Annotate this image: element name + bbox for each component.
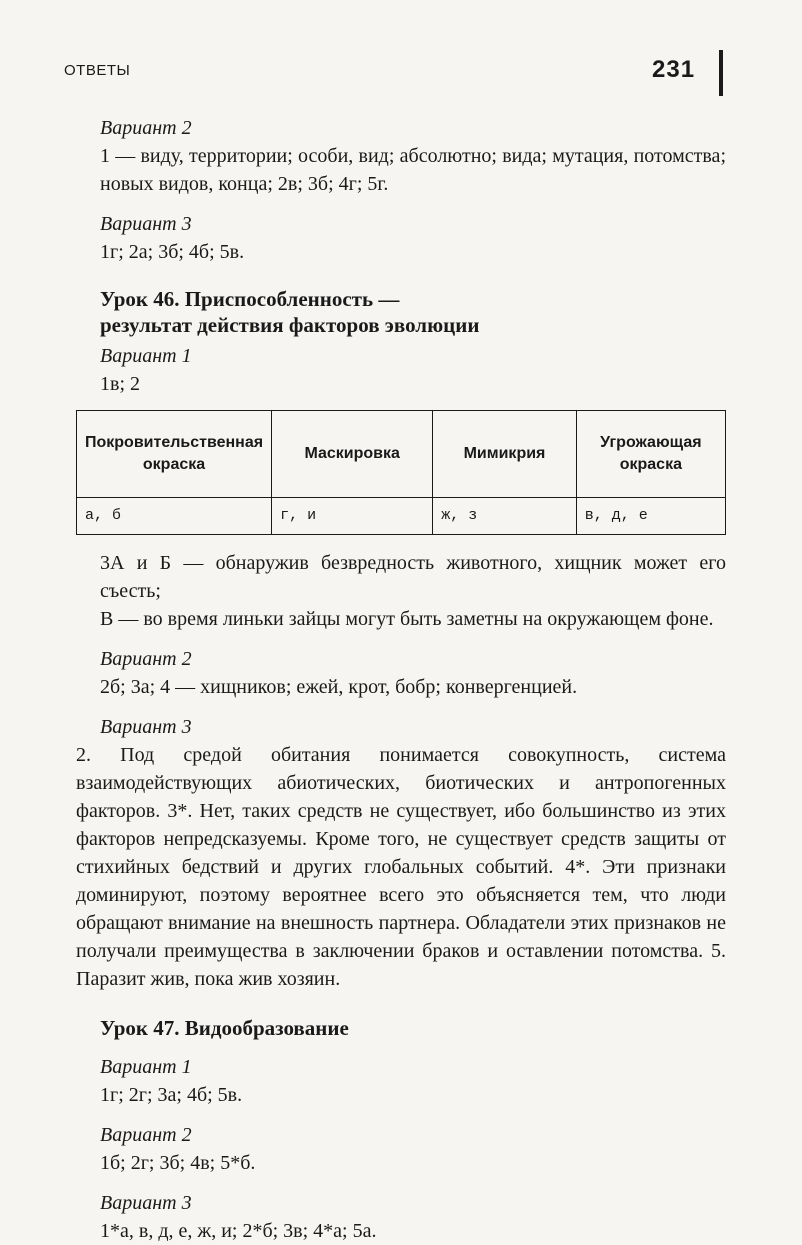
variant-label: Вариант 3: [100, 213, 192, 235]
variant-label: Вариант 1: [100, 1056, 192, 1078]
header-rule: [719, 50, 723, 96]
lesson-title-line: результат действия факторов эволюции: [100, 313, 480, 337]
table-cell: г, и: [272, 498, 433, 535]
answer-text: 1*а, в, д, е, ж, и; 2*б; 3в; 4*а; 5а.: [100, 1220, 377, 1242]
variant-label: Вариант 2: [100, 1124, 192, 1146]
lesson-title: [100, 286, 726, 338]
answer-text: 2. Под средой обитания понимается совокупность, система взаимодействующих абиотических, биотических и антропогенных факторов. 3*. Нет, таких средств не существует, ибо большинство из этих факторов непредсказуемы. Кроме того, не существует средств защиты от стихийных бедствий и других глобальных событий. 4*. Эти признаки доминируют, поэтому вероятнее всего это объясняется тем, что люди обращают внимание на внешность партнера. Обладатели этих признаков не получали преимущества в заключении браков и оставлении потомства. 5. Паразит жив, пока жив хозяин.: [76, 744, 726, 990]
answer-text: 1г; 2а; 3б; 4б; 5в.: [100, 241, 245, 263]
table-cell: в, д, е: [576, 498, 725, 535]
table-cell: ж, з: [433, 498, 576, 535]
answer-text: 1 — виду, территории; особи, вид; абсолютно; вида; мутация, потомства; новых видов, конца; 2в; 3б; 4г; 5г.: [100, 145, 726, 195]
lesson-title: Урок 47. Видообразование: [100, 1016, 349, 1040]
table-cell: а, б: [77, 498, 272, 535]
table-header: Угрожающая окраска: [576, 411, 725, 498]
lesson-title-line: Урок 46. Приспособленность —: [100, 287, 400, 311]
variant-label: Вариант 3: [100, 1192, 192, 1214]
page-content: [76, 110, 726, 1245]
answer-text: 2б; 3а; 4 — хищников; ежей, крот, бобр; конвергенцией.: [100, 676, 578, 698]
variant-label: Вариант 3: [100, 716, 192, 738]
answer-text: 1в; 2: [100, 373, 140, 395]
adaptation-table: [76, 410, 726, 535]
answer-text: 1б; 2г; 3б; 4в; 5*б.: [100, 1152, 256, 1174]
page-number: 231: [652, 56, 696, 83]
answer-text: В — во время линьки зайцы могут быть заметны на окружающем фоне.: [100, 608, 714, 630]
answer-paragraph: [76, 741, 726, 993]
variant-label: Вариант 2: [100, 648, 192, 670]
answer-text: 3А и Б — обнаружив безвредность животного, хищник может его съесть;: [100, 552, 726, 602]
variant-label: Вариант 2: [100, 117, 192, 139]
variant-label: Вариант 1: [100, 345, 192, 367]
table-header: Покровительственная окраска: [77, 411, 272, 498]
answer-text: 1г; 2г; 3а; 4б; 5в.: [100, 1084, 243, 1106]
section-header: ОТВЕТЫ: [64, 62, 131, 79]
table-header: Мимикрия: [433, 411, 576, 498]
table-header: Маскировка: [272, 411, 433, 498]
